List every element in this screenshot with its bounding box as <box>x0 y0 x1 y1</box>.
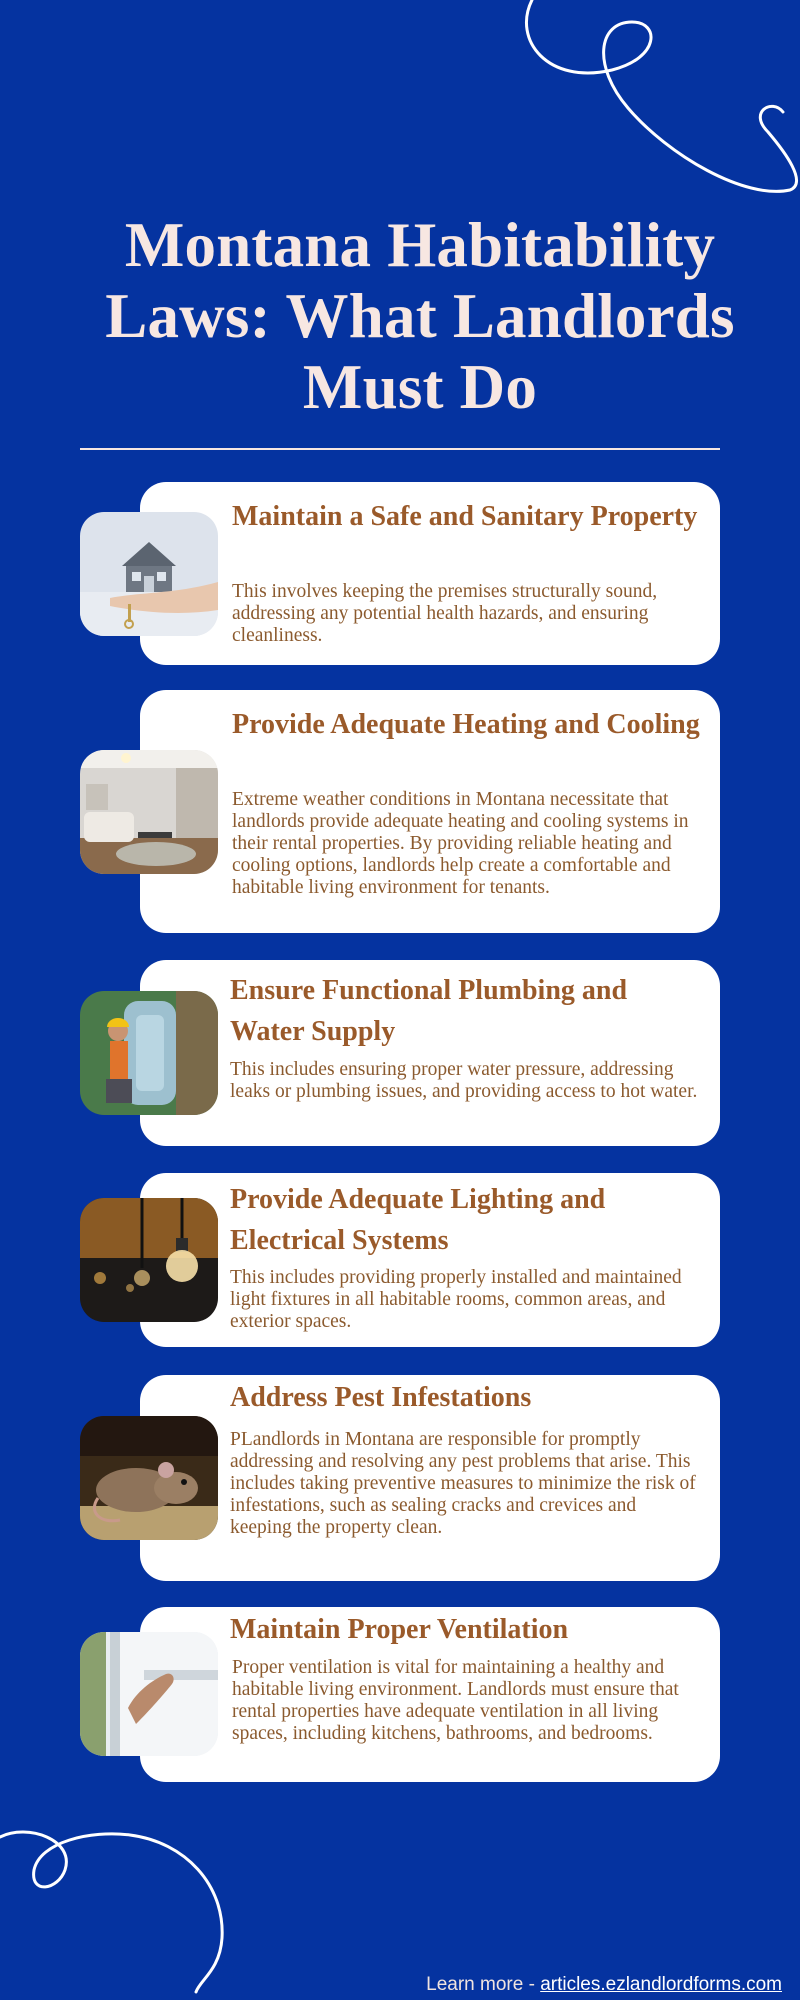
item-title: Maintain a Safe and Sanitary Property <box>232 501 698 532</box>
item-title: Address Pest Infestations <box>230 1382 532 1413</box>
light-bulb-icon <box>80 1198 218 1322</box>
item-description: Proper ventilation is vital for maintaining a healthy and habitable living environment. Landlords must ensure that rental properties have adequate ventilation in all living spaces, including kitchens, bathrooms, and bedrooms. <box>232 1657 679 1744</box>
page-title: Montana Habitability Laws: What Landlords Must Do <box>105 210 735 422</box>
item-description: PLandlords in Montana are responsible for promptly addressing and resolving any pest problems that arise. This includes taking preventive measures to minimize the risk of infestations, such as sealing cracks and crevices and keeping the property clean. <box>230 1429 696 1538</box>
item-description: This includes providing properly installed and maintained light fixtures in all habitable rooms, common areas, and exterior spaces. <box>230 1267 682 1332</box>
item-title: Provide Adequate Lighting and Electrical Systems <box>230 1184 606 1256</box>
item-card-pest-infestations <box>140 1375 720 1581</box>
item-description: This involves keeping the premises structurally sound, addressing any potential health hazards, and ensuring cleanliness. <box>232 581 658 646</box>
living-room-icon <box>80 750 218 874</box>
house-in-hand-icon <box>80 512 218 636</box>
item-card-ventilation <box>140 1607 720 1782</box>
plumber-icon <box>80 991 218 1115</box>
top-swirl-decoration <box>0 0 800 200</box>
footer-prefix: Learn more - <box>426 1974 535 1995</box>
item-card-plumbing <box>140 960 720 1146</box>
item-description: This includes ensuring proper water pressure, addressing leaks or plumbing issues, and providing access to hot water. <box>230 1059 698 1102</box>
item-card-lighting-electrical <box>140 1173 720 1347</box>
item-title: Provide Adequate Heating and Cooling <box>232 709 700 740</box>
mouse-icon <box>80 1416 218 1540</box>
open-window-icon <box>80 1632 218 1756</box>
item-card-heating-cooling <box>140 690 720 933</box>
footer <box>426 1974 782 1996</box>
title-divider <box>80 448 720 450</box>
footer-link[interactable]: articles.ezlandlordforms.com <box>540 1974 782 1995</box>
item-title: Maintain Proper Ventilation <box>230 1614 569 1645</box>
item-card-safe-sanitary <box>140 482 720 665</box>
item-description: Extreme weather conditions in Montana necessitate that landlords provide adequate heating and cooling systems in their rental properties. By providing reliable heating and cooling options, landlords help create a comfortable and habitable living environment for tenants. <box>232 789 689 898</box>
bottom-swirl-decoration <box>0 1820 320 2000</box>
item-title: Ensure Functional Plumbing and Water Supply <box>230 975 628 1047</box>
